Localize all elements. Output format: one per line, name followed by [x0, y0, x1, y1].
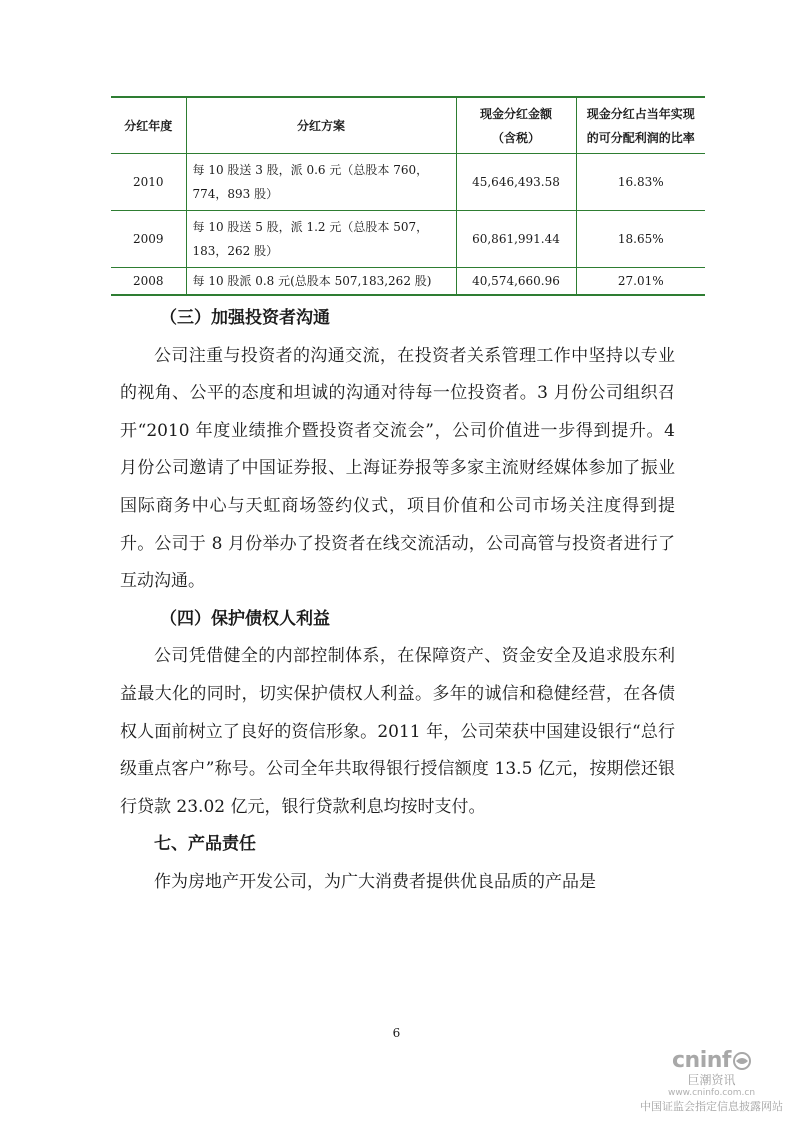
- cell-plan: 每 10 股送 3 股，派 0.6 元（总股本 760，774，893 股）: [186, 154, 456, 211]
- cell-amount: 60,861,991.44: [456, 211, 576, 268]
- cninfo-logo: cninf: [672, 1048, 731, 1073]
- document-body: [120, 300, 675, 902]
- watermark-name-cn: 巨潮资讯: [687, 1073, 736, 1087]
- header-year: 分红年度: [111, 97, 186, 154]
- header-ratio-line2: 的可分配利润的比率: [586, 130, 695, 145]
- table-row: [111, 268, 705, 296]
- cell-ratio: 27.01%: [576, 268, 705, 296]
- cell-amount: 45,646,493.58: [456, 154, 576, 211]
- header-amount-line1: 现金分红金额: [479, 106, 552, 121]
- table-row: [111, 154, 705, 211]
- cell-ratio: 18.65%: [576, 211, 705, 268]
- dividend-table: [111, 96, 705, 296]
- page-number: 6: [392, 1026, 401, 1040]
- header-amount: [456, 97, 576, 154]
- section-heading-investor-communication: （三）加强投资者沟通: [160, 308, 330, 328]
- paragraph-investor-communication: 公司注重与投资者的沟通交流，在投资者关系管理工作中坚持以专业的视角、公平的态度和坦诚的沟通对待每一位投资者。3 月份公司组织召开“2010 年度业绩推介暨投资者交流会”，公司价值进一步得到提升。4 月份公司邀请了中国证券报、上海证券报等多家主流财经媒体参加了振业国际商务中心与天虹商场签约仪式，项目价值和公司市场关注度得到提升。公司于 8 月份举办了投资者在线交流活动，公司高管与投资者进行了互动沟通。: [120, 345, 675, 592]
- cell-amount: 40,574,660.96: [456, 268, 576, 296]
- cell-year: 2009: [111, 211, 186, 268]
- cell-plan: 每 10 股派 0.8 元(总股本 507,183,262 股): [186, 268, 456, 296]
- header-plan: 分红方案: [186, 97, 456, 154]
- watermark-logo-row: [640, 1048, 783, 1073]
- cell-ratio: 16.83%: [576, 154, 705, 211]
- watermark-description: 中国证监会指定信息披露网站: [640, 1100, 783, 1113]
- table-header-row: [111, 97, 705, 154]
- paragraph-product-responsibility: 作为房地产开发公司，为广大消费者提供优良品质的产品是: [154, 871, 596, 892]
- cell-plan: 每 10 股送 5 股，派 1.2 元（总股本 507，183，262 股）: [186, 211, 456, 268]
- section-heading-product-responsibility: 七、产品责任: [154, 834, 256, 855]
- cell-year: 2010: [111, 154, 186, 211]
- section-heading-creditor-protection: （四）保护债权人利益: [160, 608, 330, 629]
- header-amount-line2: （含税）: [491, 130, 540, 145]
- table-row: [111, 211, 705, 268]
- cell-year: 2008: [111, 268, 186, 296]
- header-ratio: [576, 97, 705, 154]
- cninfo-watermark: [640, 1048, 783, 1114]
- paragraph-creditor-protection: 公司凭借健全的内部控制体系，在保障资产、资金安全及追求股东利益最大化的同时，切实保护债权人利益。多年的诚信和稳健经营，在各债权人面前树立了良好的资信形象。2011 年，公司荣获中国建设银行“总行级重点客户”称号。公司全年共取得银行授信额度 13.5 亿元，按期偿还银行贷款 23.02 亿元，银行贷款利息均按时支付。: [120, 646, 675, 817]
- cninfo-swirl-icon: [733, 1052, 751, 1070]
- header-ratio-line1: 现金分红占当年实现: [586, 106, 695, 121]
- watermark-url: www.cninfo.com.cn: [667, 1088, 756, 1098]
